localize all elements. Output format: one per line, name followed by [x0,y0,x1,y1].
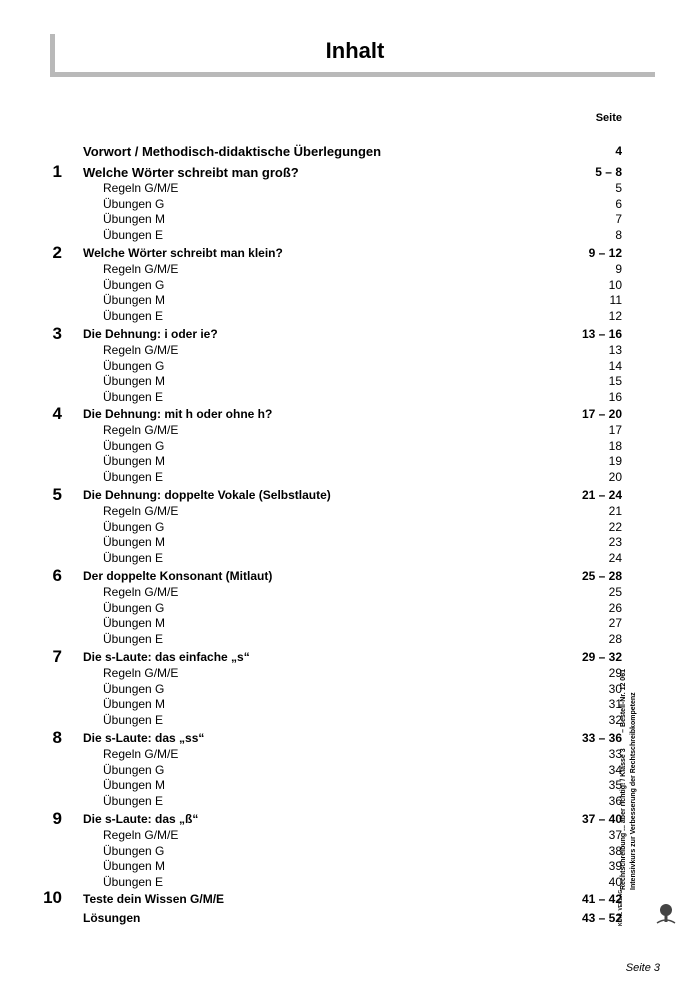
sub-page: 8 [615,227,622,242]
sub-page: 39 [608,859,622,873]
sub-page: 29 [608,666,622,680]
preface-page: 4 [615,144,622,158]
sub-page: 10 [608,277,622,292]
chapter-pages: 41 – 42 [581,892,622,906]
chapter-pages: 21 – 24 [581,488,622,502]
chapter-pages: 37 – 40 [581,812,622,826]
sub-label: Übungen M [103,535,166,549]
chapter-title: Die s-Laute: das „ß“ [83,812,199,826]
sub-page: 34 [608,762,622,777]
chapter-title: Die Dehnung: i oder ie? [83,327,218,341]
sub-label: Regeln G/M/E [103,343,179,357]
sub-page: 15 [608,374,622,388]
chapter-number: 7 [52,647,62,666]
chapter-pages: 33 – 36 [581,731,622,745]
chapter-title: Der doppelte Konsonant (Mitlaut) [83,569,273,583]
page-number-footer: Seite 3 [625,962,660,974]
sub-label: Übungen M [103,616,166,630]
sub-label: Übungen G [103,762,165,777]
sub-page: 12 [608,308,622,323]
sub-label: Regeln G/M/E [103,423,179,437]
chapter-title: Die s-Laute: das einfache „s“ [83,650,250,664]
sub-label: Übungen M [103,293,166,307]
sub-label: Übungen E [103,469,164,484]
sub-label: Übungen E [103,874,164,889]
sub-label: Übungen M [103,212,166,226]
sub-label: Regeln G/M/E [103,262,179,276]
sub-label: Übungen G [103,681,165,696]
sub-page: 23 [608,535,622,549]
sub-label: Übungen M [103,697,166,711]
sub-label: Übungen E [103,712,164,727]
sub-page: 32 [608,712,622,727]
sub-page: 19 [608,454,622,468]
preface-label: Vorwort / Methodisch-didaktische Überlegungen [83,144,382,159]
sub-label: Übungen E [103,793,164,808]
sub-page: 35 [608,778,622,792]
sub-page: 11 [609,293,622,307]
chapter-pages: 9 – 12 [588,246,622,260]
sub-page: 21 [608,504,622,518]
sub-label: Übungen E [103,227,164,242]
solutions-label: Lösungen [83,911,141,925]
chapter-number: 4 [52,404,62,423]
chapter-number: 9 [52,809,62,828]
seite-column-label: Seite [595,112,622,124]
chapter-pages: 25 – 28 [581,569,622,583]
publisher-name: KOHL VERLAG [618,889,624,926]
sub-page: 24 [608,550,622,565]
publisher-logo-icon [655,902,677,924]
sub-page: 38 [608,843,622,858]
sub-page: 28 [608,631,622,646]
sub-page: 33 [608,747,622,761]
sub-page: 20 [608,469,622,484]
sub-label: Regeln G/M/E [103,747,179,761]
sub-page: 6 [615,196,622,211]
side-series-title: Rechtschreibung ... aber richtig! / Klasse 3 – Bestell-Nr. 12 061 [620,669,627,890]
chapter-number: 3 [52,324,62,343]
sub-page: 25 [608,585,622,599]
sub-label: Übungen E [103,389,164,404]
sub-page: 14 [608,358,622,373]
sub-page: 9 [615,262,622,276]
sub-page: 36 [608,793,622,808]
sub-page: 13 [608,343,622,357]
page-title: Inhalt [325,38,385,63]
sub-page: 7 [615,212,622,226]
sub-page: 17 [608,423,622,437]
sub-label: Übungen G [103,600,165,615]
sub-label: Übungen E [103,631,164,646]
chapter-number: 2 [52,243,62,262]
sub-label: Übungen G [103,196,165,211]
chapter-number: 10 [43,888,62,907]
chapter-pages: 13 – 16 [581,327,622,341]
sub-page: 26 [608,600,622,615]
chapter-number: 5 [52,485,62,504]
sub-label: Übungen G [103,843,165,858]
sub-label: Übungen G [103,358,165,373]
chapter-pages: 29 – 32 [581,650,622,664]
sub-page: 5 [615,181,622,195]
chapter-title: Teste dein Wissen G/M/E [83,892,225,906]
sub-label: Übungen G [103,438,165,453]
chapter-title: Die Dehnung: doppelte Vokale (Selbstlaute) [83,488,331,502]
sub-label: Übungen G [103,277,165,292]
chapter-number: 1 [52,162,62,181]
side-order-number: – Bestell-Nr. 12 061 [620,669,627,733]
title-bar [50,34,655,77]
side-imprint [618,570,700,926]
solutions-pages: 43 – 52 [581,911,622,925]
sub-label: Übungen M [103,778,166,792]
chapter-title: Welche Wörter schreibt man groß? [83,165,299,180]
chapter-title: Die Dehnung: mit h oder ohne h? [83,407,273,421]
sub-label: Regeln G/M/E [103,585,179,599]
chapter-number: 8 [52,728,62,747]
side-subtitle: Intensivkurs zur Verbesserung der Rechtschreibkompetenz [630,692,637,890]
sub-label: Übungen M [103,859,166,873]
sub-page: 16 [608,389,622,404]
sub-label: Übungen E [103,550,164,565]
chapter-number: 6 [52,566,62,585]
chapter-pages: 5 – 8 [595,165,622,179]
chapter-title: Welche Wörter schreibt man klein? [83,246,283,260]
sub-label: Übungen M [103,374,166,388]
sub-label: Übungen E [103,308,164,323]
sub-page: 18 [608,438,622,453]
sub-page: 37 [608,828,622,842]
sub-page: 40 [608,874,622,889]
sub-page: 27 [608,616,622,630]
sub-label: Regeln G/M/E [103,181,179,195]
sub-label: Übungen M [103,454,166,468]
sub-label: Regeln G/M/E [103,666,179,680]
sub-page: 30 [608,681,622,696]
sub-label: Übungen G [103,519,165,534]
sub-page: 22 [608,519,622,534]
chapter-title: Die s-Laute: das „ss“ [83,731,205,745]
sub-label: Regeln G/M/E [103,504,179,518]
sub-label: Regeln G/M/E [103,828,179,842]
sub-page: 31 [608,697,622,711]
chapter-pages: 17 – 20 [581,407,622,421]
